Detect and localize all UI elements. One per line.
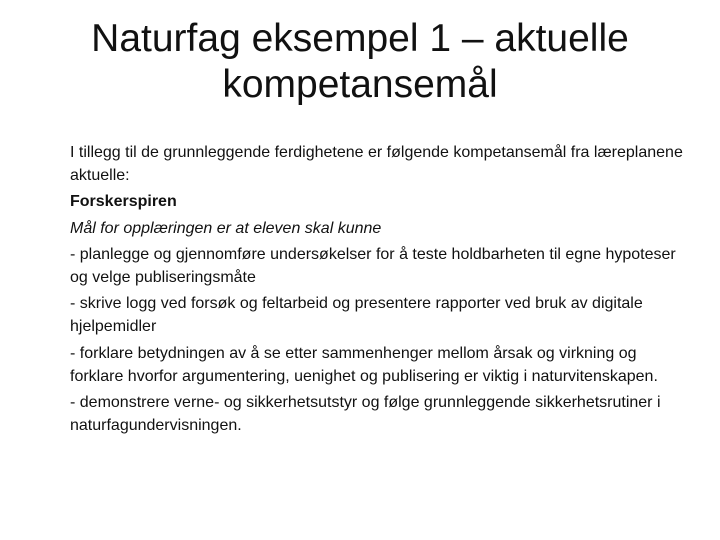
section-heading: Forskerspiren bbox=[70, 193, 177, 211]
competence-item-4: - demonstrere verne- og sikkerhetsutstyr og følge grunnleggende sikkerhetsrutiner i naturfagundervisningen. bbox=[70, 394, 661, 435]
slide-title bbox=[40, 16, 680, 108]
slide-body bbox=[70, 141, 690, 440]
subheading: Mål for opplæringen er at eleven skal kunne bbox=[70, 219, 382, 237]
competence-item-3: - forklare betydningen av å se etter sammenhenger mellom årsak og virkning og forklare hvorfor argumentering, uenighet og publisering er viktig i naturvitenskapen. bbox=[70, 344, 658, 385]
intro-paragraph: I tillegg til de grunnleggende ferdighetene er følgende kompetansemål fra læreplanene aktuelle: bbox=[70, 144, 683, 185]
slide-title-line-1: Naturfag eksempel 1 – aktuelle bbox=[91, 17, 629, 60]
competence-item-2: - skrive logg ved forsøk og feltarbeid og presentere rapporter ved bruk av digitale hjelpemidler bbox=[70, 295, 643, 336]
slide-title-line-2: kompetansemål bbox=[222, 63, 498, 106]
competence-item-1: - planlegge og gjennomføre undersøkelser for å teste holdbarheten til egne hypoteser og velge publiseringsmåte bbox=[70, 245, 676, 287]
